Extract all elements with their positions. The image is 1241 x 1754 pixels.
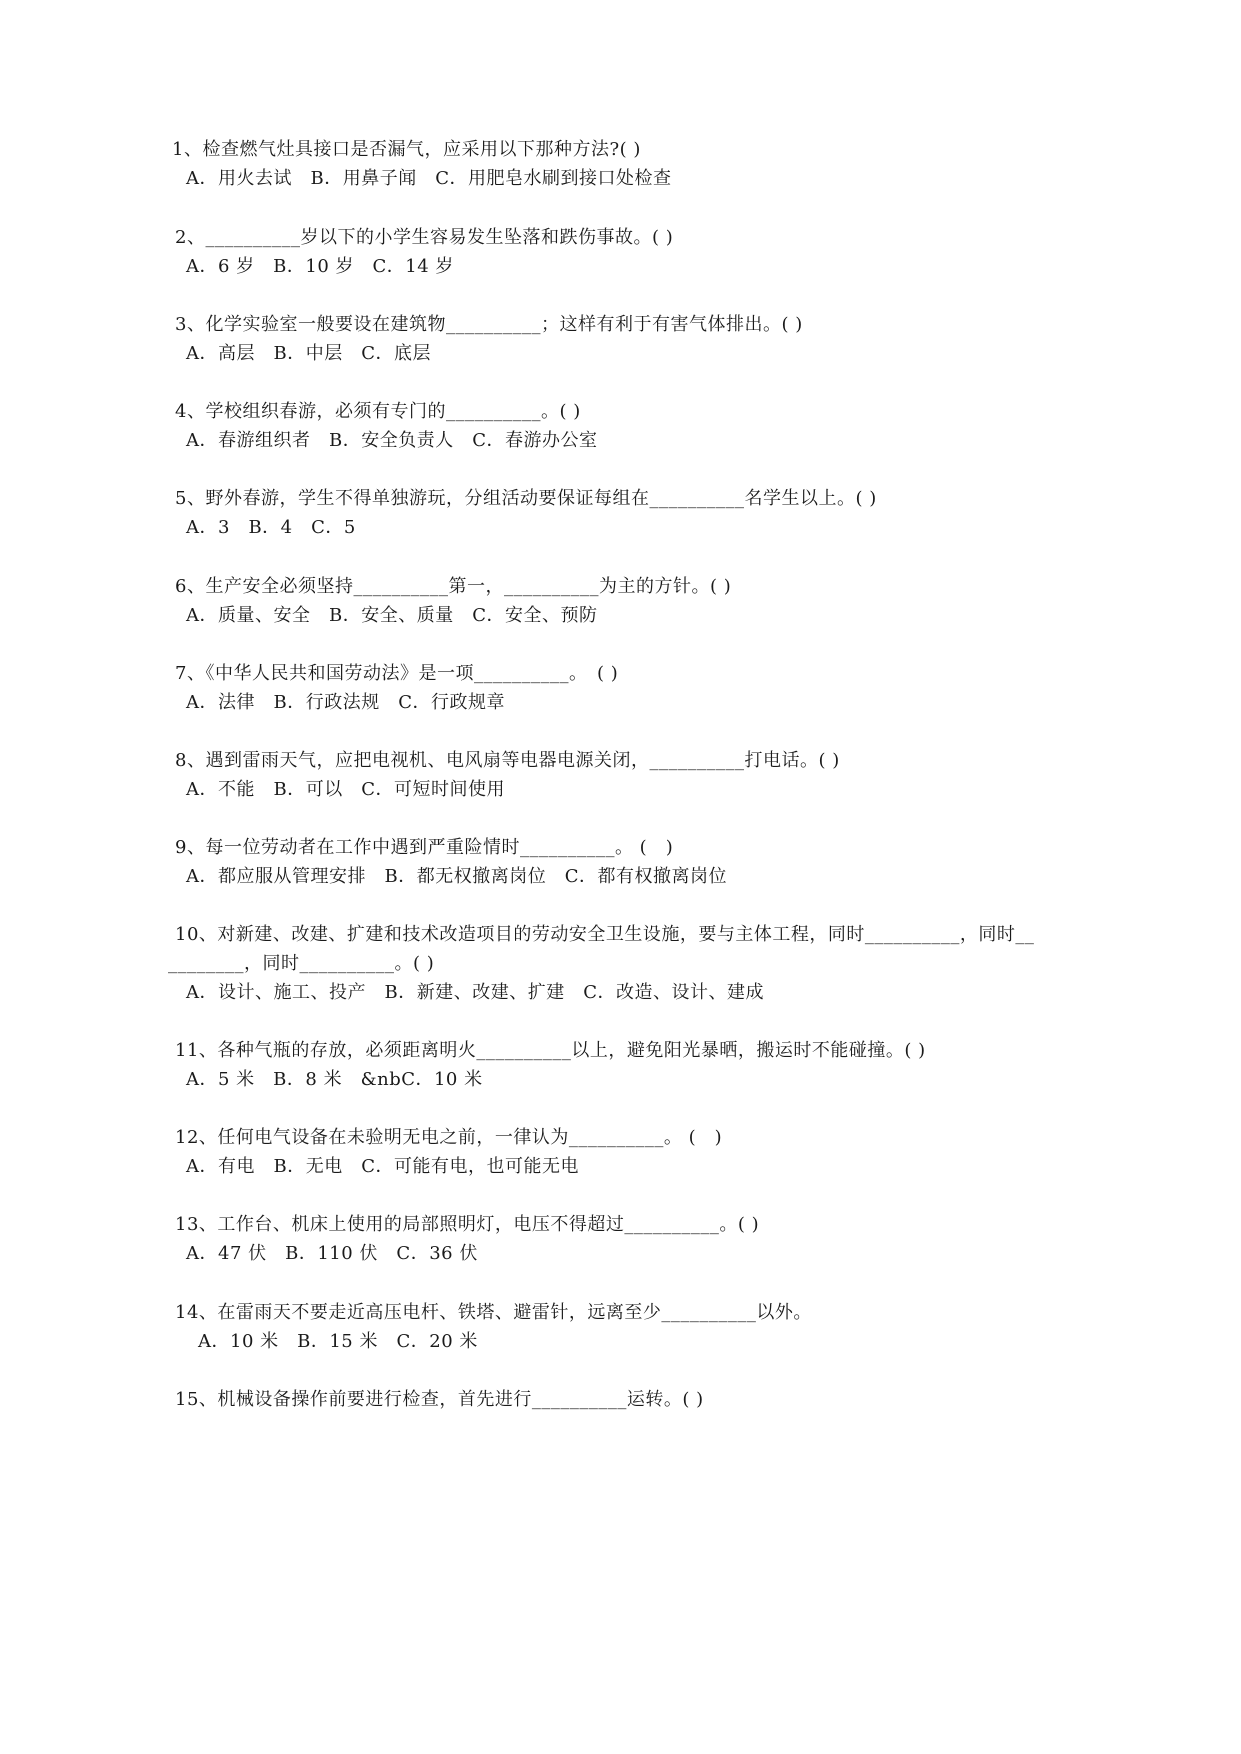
question-10-stem-continued: ________，同时__________。( ): [168, 953, 435, 974]
question-6-options: A．质量、安全 B．安全、质量 C．安全、预防: [186, 605, 598, 626]
question-13-stem: 13、工作台、机床上使用的局部照明灯，电压不得超过__________。( ): [175, 1214, 760, 1235]
question-6-stem: 6、生产安全必须坚持__________第一，__________为主的方针。( ): [175, 576, 732, 597]
question-7-stem: 7、《中华人民共和国劳动法》是一项__________。 ( ): [175, 663, 619, 684]
question-5-options: A．3 B．4 C．5: [186, 517, 356, 538]
question-11-options: A．5 米 B．8 米 &nbC．10 米: [186, 1069, 483, 1090]
question-4-stem: 4、学校组织春游，必须有专门的__________。( ): [175, 401, 581, 422]
question-13-options: A．47 伏 B．110 伏 C．36 伏: [186, 1243, 478, 1264]
question-14-options: A．10 米 B．15 米 C．20 米: [198, 1331, 478, 1352]
question-10-stem: 10、对新建、改建、扩建和技术改造项目的劳动安全卫生设施，要与主体工程，同时__________，同时__: [175, 924, 1035, 945]
question-7-options: A．法律 B．行政法规 C．行政规章: [186, 692, 505, 713]
question-9-options: A．都应服从管理安排 B．都无权撤离岗位 C．都有权撤离岗位: [186, 866, 727, 887]
question-5-stem: 5、野外春游，学生不得单独游玩，分组活动要保证每组在__________名学生以上。( ): [175, 488, 877, 509]
question-11-stem: 11、各种气瓶的存放，必须距离明火__________以上，避免阳光暴晒，搬运时不能碰撞。( ): [175, 1040, 926, 1061]
question-12-stem: 12、任何电气设备在未验明无电之前，一律认为__________。 ( ): [175, 1127, 723, 1148]
question-14-stem: 14、在雷雨天不要走近高压电杆、铁塔、避雷针，远离至少__________以外。: [175, 1302, 812, 1323]
question-1-options: A．用火去试 B．用鼻子闻 C．用肥皂水刷到接口处检查: [186, 168, 672, 189]
question-12-options: A．有电 B．无电 C．可能有电，也可能无电: [186, 1156, 579, 1177]
question-4-options: A．春游组织者 B．安全负责人 C．春游办公室: [186, 430, 598, 451]
question-2-stem: 2、__________岁以下的小学生容易发生坠落和跌伤事故。( ): [175, 227, 674, 248]
question-15-stem: 15、机械设备操作前要进行检查，首先进行__________运转。( ): [175, 1389, 704, 1410]
question-2-options: A．6 岁 B．10 岁 C．14 岁: [186, 256, 454, 277]
question-8-stem: 8、遇到雷雨天气，应把电视机、电风扇等电器电源关闭，__________打电话。( ): [175, 750, 840, 771]
question-3-options: A．高层 B．中层 C．底层: [186, 343, 431, 364]
question-9-stem: 9、每一位劳动者在工作中遇到严重险情时__________。 ( ): [175, 837, 674, 858]
question-8-options: A．不能 B．可以 C．可短时间使用: [186, 779, 505, 800]
question-3-stem: 3、化学实验室一般要设在建筑物__________；这样有利于有害气体排出。( ): [175, 314, 803, 335]
question-10-options: A．设计、施工、投产 B．新建、改建、扩建 C．改造、设计、建成: [186, 982, 764, 1003]
question-1-stem: 1、检查燃气灶具接口是否漏气，应采用以下那种方法?( ): [172, 139, 641, 160]
